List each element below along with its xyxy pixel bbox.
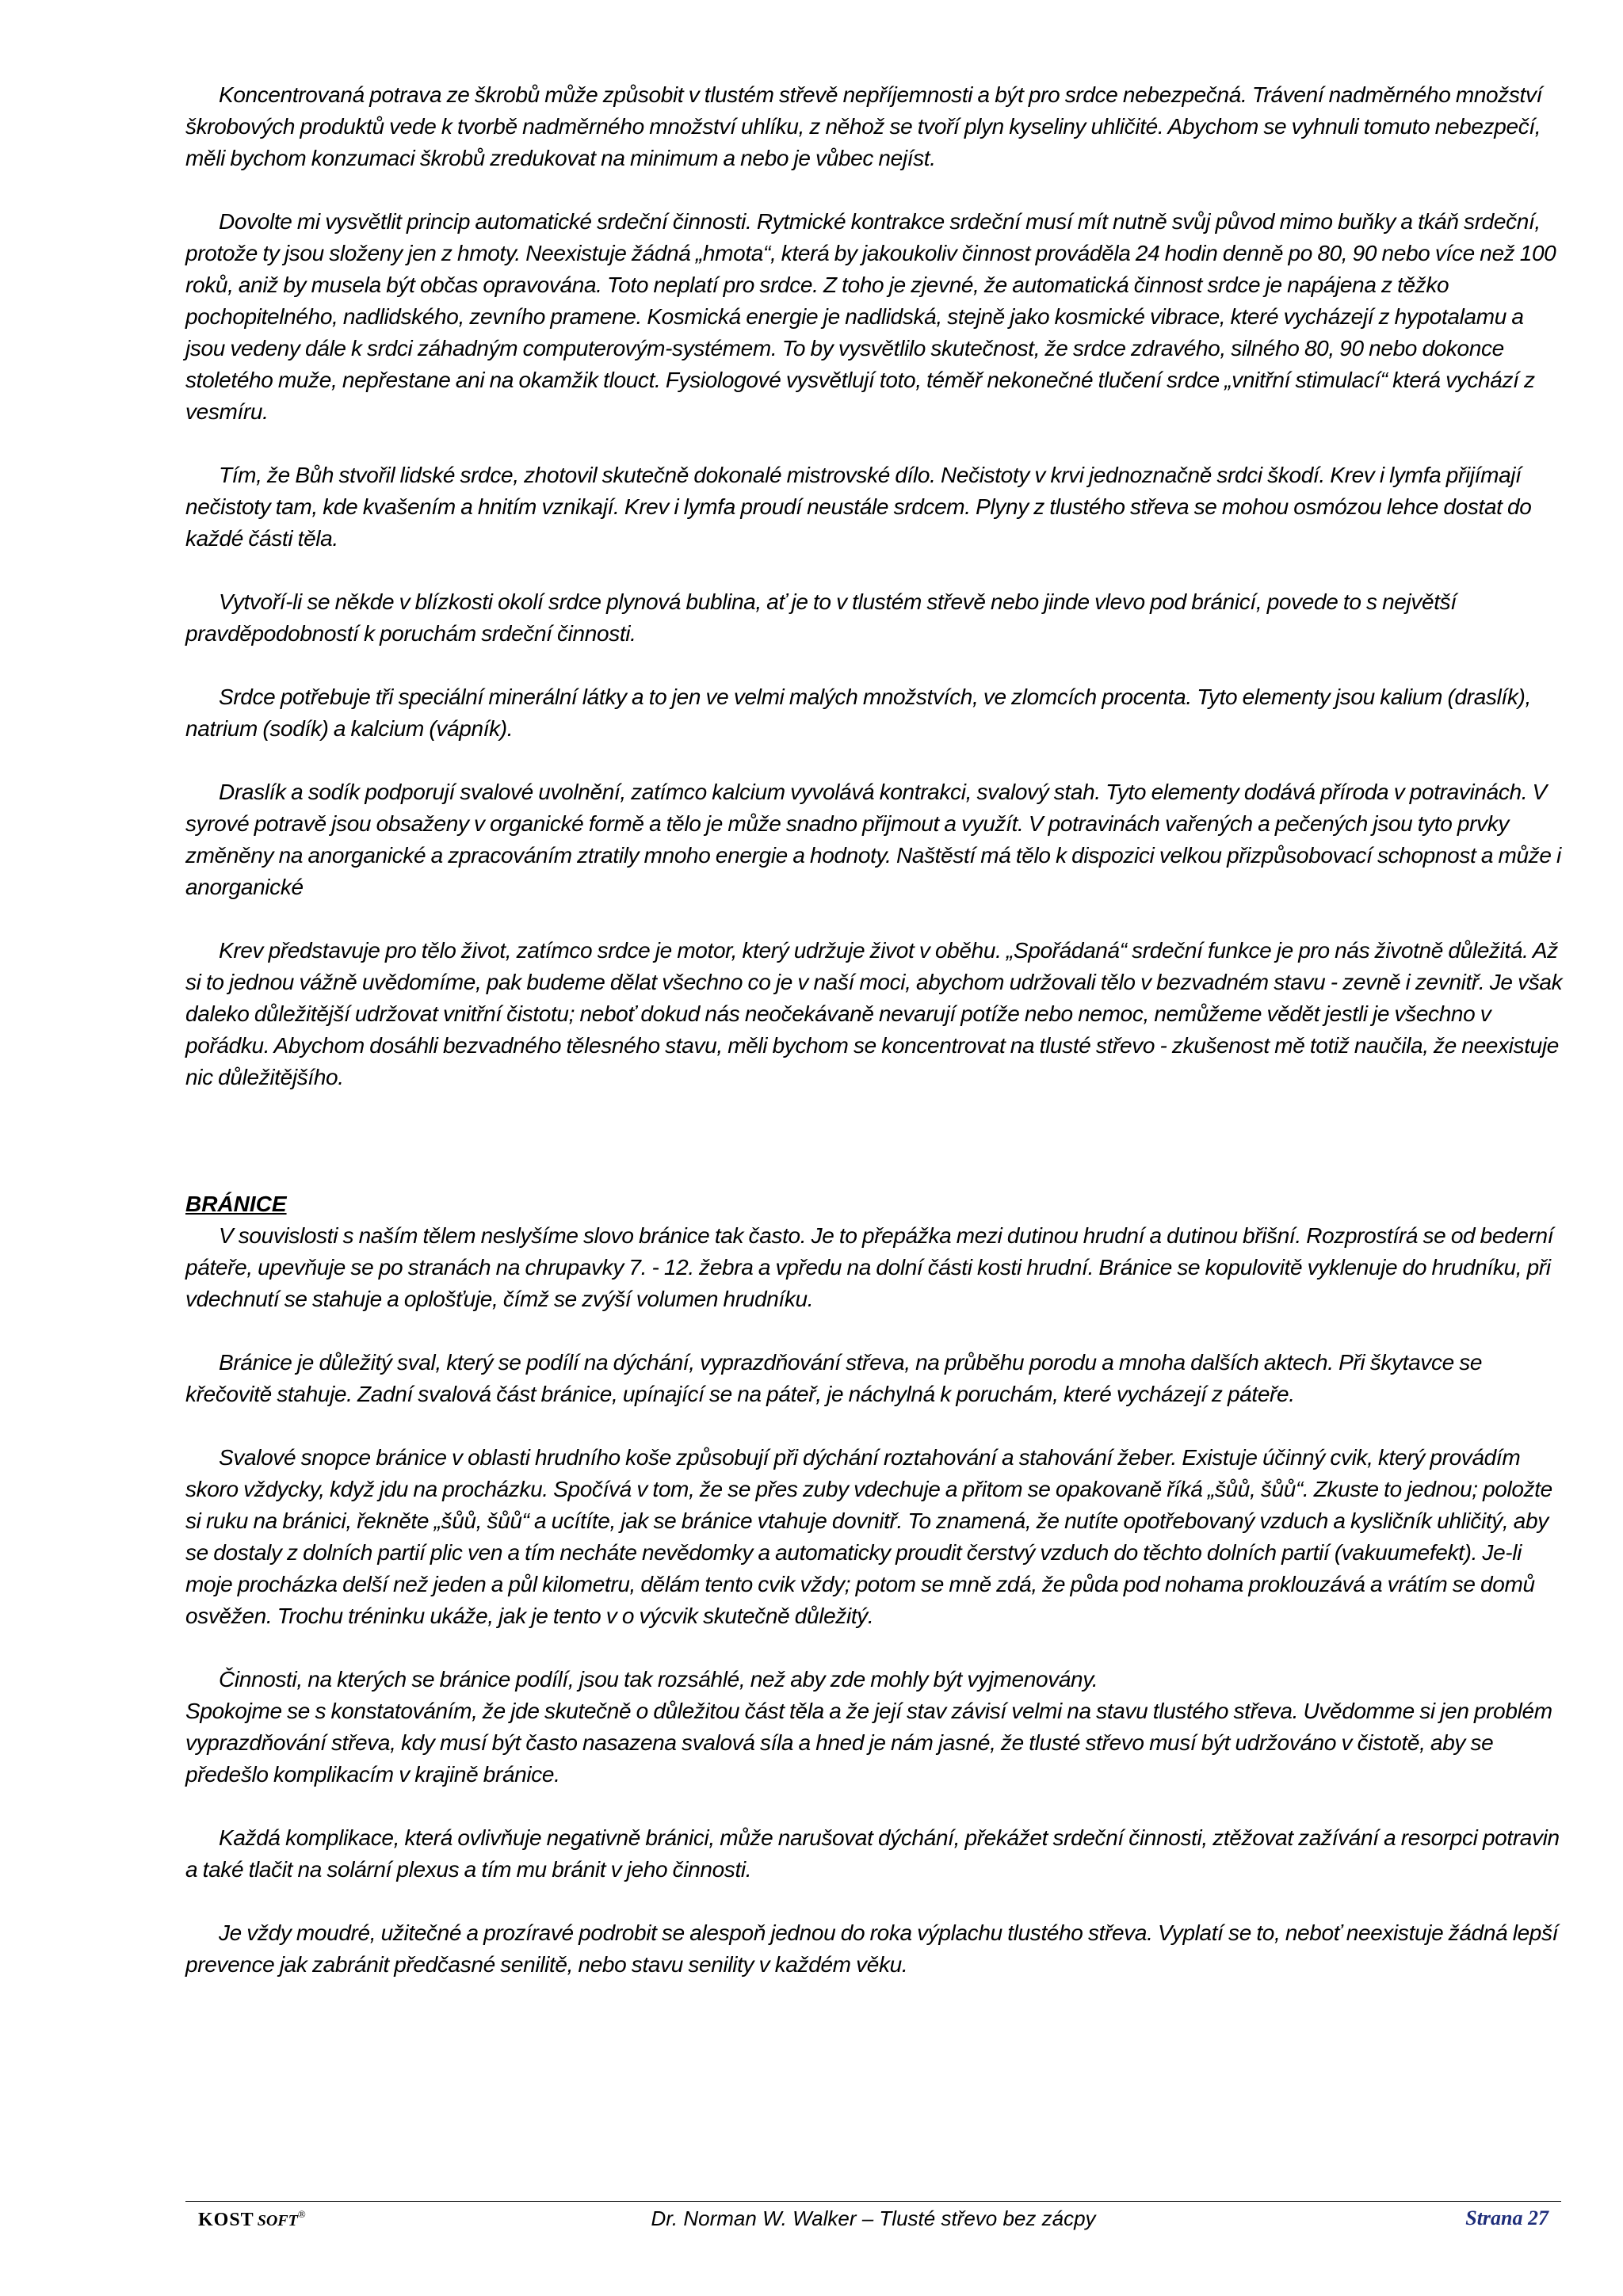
registered-mark: ®	[297, 2208, 306, 2220]
paragraph: Krev představuje pro tělo život, zatímco srdce je motor, který udržuje život v oběhu. „Spořádaná“ srdeční funkce je pro nás životně důležitá. Až si to jednou vážně uvědomíme, pak budeme dělat všechno co je v naší moci, abychom udržovali tělo v bezvadném stavu - zevně i zevnitř. Je však daleko důležitější udržovat vnitřní čistotu; neboť dokud nás neočekávaně nevarují potíže nebo nemoc, nemůžeme vědět jestli je všechno v pořádku. Abychom dosáhli bezvadného tělesného stavu, měli bychom se koncentrovat na tlusté střevo - zkušenost mě totiž naučila, že neexistuje nic důležitějšího.	[185, 938, 1563, 1089]
paragraph: Dovolte mi vysvětlit princip automatické srdeční činnosti. Rytmické kontrakce srdeční musí mít nutně svůj původ mimo buňky a tkáň srdeční, protože ty jsou složeny jen z hmoty. Neexistuje žádná „hmota“, která by jakoukoliv činnost prováděla 24 hodin denně po 80, 90 nebo více než 100 roků, aniž by musela být občas opravována. Toto neplatí pro srdce. Z toho je zjevné, že automatická činnost srdce je napájena z těžko pochopitelného, nadlidského, zevního pramene. Kosmická energie je nadlidská, stejně jako kosmické vibrace, které vycházejí z hypotalamu a jsou vedeny dále k srdci záhadným computerovým-systémem. To by vysvětlilo skutečnost, že srdce zdravého, silného 80, 90 nebo dokonce stoletého muže, nepřestane ani na okamžik tlouct. Fysiologové vysvětlují toto, téměř nekonečné tlučení srdce „vnitřní stimulací“ která vychází z vesmíru.	[185, 209, 1556, 424]
footer-book-title: Dr. Norman W. Walker – Tlusté střevo bez zácpy	[651, 2206, 1096, 2230]
paragraph: Každá komplikace, která ovlivňuje negativně bránici, může narušovat dýchání, překážet srdeční činnosti, ztěžovat zažívání a resorpci potravin a také tlačit na solární plexus a tím mu bránit v jeho činnosti.	[185, 1825, 1560, 1882]
paragraph: V souvislosti s naším tělem neslyšíme slovo bránice tak často. Je to přepážka mezi dutinou hrudní a dutinou břišní. Rozprostírá se od bederní páteře, upevňuje se po stranách na chrupavky 7. - 12. žebra a vpředu na dolní části kosti hrudní. Bránice se kopulovitě vyklenuje do hrudníku, při vdechnutí se stahuje a oplošťuje, čímž se zvýší volumen hrudníku.	[185, 1223, 1554, 1311]
page-number: Strana 27	[1465, 2206, 1549, 2229]
paragraph: Je vždy moudré, užitečné a prozíravé podrobit se alespoň jednou do roka výplachu tlustého střeva. Vyplatí se to, neboť neexistuje žádná lepší prevence jak zabránit předčasné senilitě, nebo stavu senility v každém věku.	[185, 1920, 1559, 1977]
document-body	[185, 79, 1564, 2012]
paragraph: Draslík a sodík podporují svalové uvolnění, zatímco kalcium vyvolává kontrakci, svalový stah. Tyto elementy dodává příroda v potravinách. V syrové potravě jsou obsaženy v organické formě a tělo je může snadno přijmout a využít. V potravinách vařených a pečených jsou tyto prvky změněny na anorganické a zpracováním ztratily mnoho energie a hodnoty. Naštěstí má tělo k dispozici velkou přizpůsobovací schopnost a může i anorganické	[185, 780, 1561, 899]
paragraph: Činnosti, na kterých se bránice podílí, jsou tak rozsáhlé, než aby zde mohly být vyjmenovány.	[219, 1667, 1098, 1691]
logo-soft-text: SOFT	[257, 2212, 298, 2229]
logo-main-text: KOST	[198, 2210, 254, 2230]
section-spacer	[185, 1125, 1564, 1188]
paragraph: Tím, že Bůh stvořil lidské srdce, zhotovil skutečně dokonalé mistrovské dílo. Nečistoty v krvi jednoznačně srdci škodí. Krev i lymfa přijímají nečistoty tam, kde kvašením a hnitím vznikají. Krev i lymfa proudí neustále srdcem. Plyny z tlustého střeva se mohou osmózou lehce dostat do každé části těla.	[185, 463, 1532, 551]
section-heading: BRÁNICE	[185, 1192, 287, 1216]
paragraph: Srdce potřebuje tři speciální minerální látky a to jen ve velmi malých množstvích, ve zlomcích procenta. Tyto elementy jsou kalium (draslík), natrium (sodík) a kalcium (vápník).	[185, 685, 1531, 741]
paragraph: Vytvoří-li se někde v blízkosti okolí srdce plynová bublina, ať je to v tlustém střevě nebo jinde vlevo pod bránicí, povede to s největší pravděpodobností k poruchám srdeční činnosti.	[185, 589, 1457, 646]
page-footer	[185, 2201, 1561, 2237]
paragraph: Spokojme se s konstatováním, že jde skutečně o důležitou část těla a že její stav závisí velmi na stavu tlustého střeva. Uvědomme si jen problém vyprazdňování střeva, kdy musí být často nasazena svalová síla a hned je nám jasné, že tlusté střevo musí být udržováno v čistotě, aby se předešlo komplikacím v krajině bránice.	[185, 1699, 1552, 1787]
paragraph: Bránice je důležitý sval, který se podílí na dýchání, vyprazdňování střeva, na průběhu porodu a mnoha dalších aktech. Při škytavce se křečovitě stahuje. Zadní svalová část bránice, upínající se na páteř, je náchylná k poruchám, které vycházejí z páteře.	[185, 1350, 1483, 1406]
paragraph: Koncentrovaná potrava ze škrobů může způsobit v tlustém střevě nepříjemnosti a být pro srdce nebezpečná. Trávení nadměrného množství škrobových produktů vede k tvorbě nadměrného množství uhlíku, z něhož se tvoří plyn kyseliny uhličité. Abychom se vyhnuli tomuto nebezpečí, měli bychom konzumaci škrobů zredukovat na minimum a nebo je vůbec nejíst.	[185, 82, 1543, 170]
paragraph: Svalové snopce bránice v oblasti hrudního koše způsobují při dýchání roztahování a stahování žeber. Existuje účinný cvik, který provádím skoro vždycky, když jdu na procházku. Spočívá v tom, že se přes zuby vdechuje a přitom se opakovaně říká „šůů, šůů“. Zkuste to jednou; položte si ruku na bránici, řekněte „šůů, šůů“ a ucítíte, jak se bránice vtahuje dovnitř. To znamená, že nutíte opotřebovaný vzduch a kysličník uhličitý, aby se dostaly z dolních partií plic ven a tím necháte nevědomky a automaticky proudit čerstvý vzduch do těchto dolních partií (vakuumefekt). Je-li moje procházka delší než jeden a půl kilometru, dělám tento cvik vždy; potom se mně zdá, že půda pod nohama proklouzává a vrátím se domů osvěžen. Trochu tréninku ukáže, jak je tento v o výcvik skutečně důležitý.	[185, 1445, 1552, 1628]
